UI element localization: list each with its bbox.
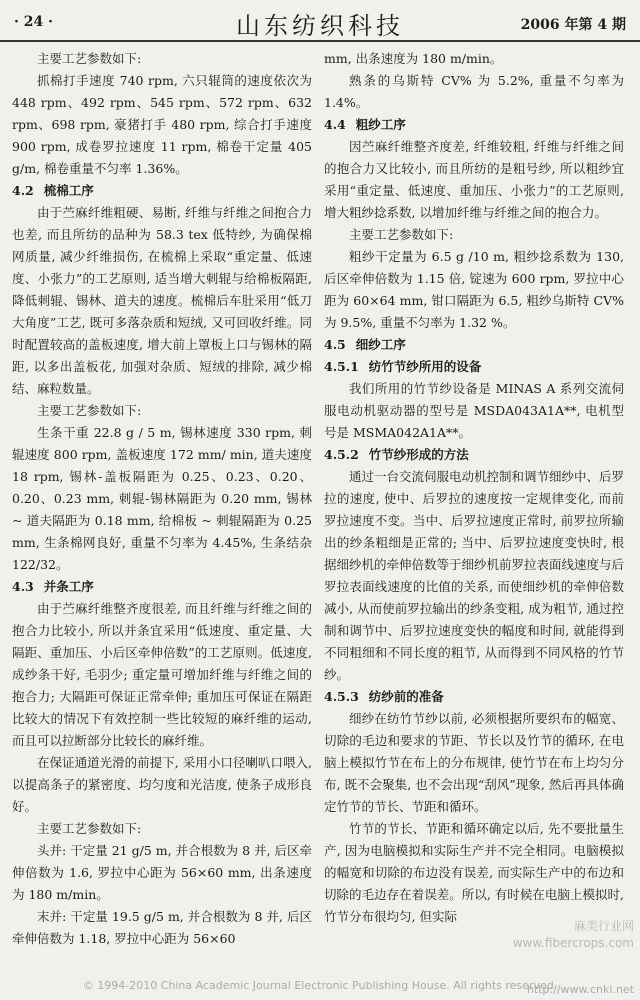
copyright-footer: © 1994-2010 China Academic Journal Electronic Publishing House. All rights reserved. xyxy=(82,979,558,992)
paragraph: 主要工艺参数如下: xyxy=(37,821,142,836)
paragraph: 主要工艺参数如下: xyxy=(349,227,454,242)
paragraph: 由于苎麻纤维粗硬、易断, 纤维与纤维之间抱合力也差, 而且所纺的品种为 58.3 tex 低特纱, 为确保棉网质量, 减少纤维损伤, 在梳棉上采取“重定量、低速度、小张力”的工艺原则, 适当增大刺辊与给棉板隔距, 降低刺辊、锡林、道夫的速度。梳棉后车肚采用“低刀大角度”工艺, 既可多落杂质和短绒, 又可回收纤维。同时配置较高的盖板速度, 增大前上罩板上口与锡林的隔距, 以多出盖板花, 加强对杂质、短绒的排除, 减少棉结、麻粒数量。 xyxy=(12,205,312,396)
paragraph: 通过一台交流伺服电动机控制和调节细纱中、后罗拉的速度, 使中、后罗拉的速度按一定规律变化, 而前罗拉速度不变。当中、后罗拉速度正常时, 前罗拉所输出的纱条粗细是正常的; 当中、后罗拉速度变快时, 根据细纱机的牵伸倍数等于细纱机前罗拉表面线速度与后罗拉表面线速度的比值的关系, 而使细纱机的牵伸倍数减小, 从而使前罗拉输出的纱条变粗, 成为粗节, 通过控制和调节中、后罗拉速度变快的幅度和时间, 就能得到不同粗细和不同长度的粗节, 从而得到不同风格的竹节纱。 xyxy=(324,469,625,682)
paragraph: 竹节的节长、节距和循环确定以后, 先不要批量生产, 因为电脑模拟和实际生产并不完全相同。电脑模拟的幅宽和切除的布边没有误差, 而实际生产中的布边和切除的毛边存在着误差。所以, 有时候在电脑上模拟时, 竹节分布很均匀, 但实际 xyxy=(324,821,624,924)
paragraph: 抓棉打手速度 740 rpm, 六只辊筒的速度依次为 448 rpm、492 rpm、545 rpm、572 rpm、632 rpm、698 rpm, 豪猪打手 480 rpm, 综合打手速度 900 rpm, 成卷罗拉速度 11 rpm, 棉卷干定量 405 g/m, 棉卷重量不匀率 1.36%。 xyxy=(12,73,312,176)
paragraph: 主要工艺参数如下: xyxy=(37,51,142,66)
right-column xyxy=(324,48,624,928)
journal-title: 山东纺织科技 xyxy=(236,12,404,40)
paragraph: mm, 出条速度为 180 m/min。 xyxy=(324,51,503,66)
paragraph: 细纱在纺竹节纱以前, 必须根据所要织布的幅宽、切除的毛边和要求的节距、节长以及竹节的循环, 在电脑上模拟竹节在布上的分布规律, 使竹节在布上均匀分布, 既不会聚集, 也不会出现“刮风”现象, 然后再具体确定竹节的节长、节距和循环。 xyxy=(324,711,624,814)
paragraph: 主要工艺参数如下: xyxy=(37,403,142,418)
watermark-title: 麻类行业网 xyxy=(573,919,634,933)
section-heading: 4.3 并条工序 xyxy=(12,579,94,594)
paragraph: 因苎麻纤维整齐度差, 纤维较粗, 纤维与纤维之间的抱合力又比较小, 而且所纺的是粗号纱, 所以粗纱宜采用“重定量、低速度、重加压、小张力”的工艺原则, 增大粗纱捻系数, 以增加纤维与纤维之间的抱合力。 xyxy=(324,139,624,220)
paragraph: 由于苎麻纤维整齐度很差, 而且纤维与纤维之间的抱合力比较小, 所以并条宜采用“低速度、重定量、大隔距、重加压、小后区牵伸倍数”的工艺原则。低速度, 成纱条干好, 毛羽少; 重定量可增加纤维与纤维之间的抱合力; 大隔距可保证正常牵伸; 重加压可保证在隔距比较大的情况下有效控制一些比较短的麻纤维的运动, 而且可以拉断部分比较长的麻纤维。 xyxy=(12,601,312,748)
watermark-url: www.fibercrops.com xyxy=(512,936,634,950)
paragraph: 生条干重 22.8 g / 5 m, 锡林速度 330 rpm, 刺辊速度 800 rpm, 盖板速度 172 mm/ min, 道夫速度 18 rpm, 锡林-盖板隔距为 0.25、0.23、0.20、0.20、0.23 mm, 刺辊-锡林隔距为 0.20 mm, 锡林 ~ 道夫隔距为 0.18 mm, 给棉板 ~ 刺辊隔距为 0.25 mm, 生条棉网良好, 重量不匀率为 4.45%, 生条结杂 122/32。 xyxy=(12,425,312,572)
page-number: · 24 · xyxy=(14,14,53,30)
page-header xyxy=(0,0,640,42)
section-heading: 4.4 粗纱工序 xyxy=(324,117,406,132)
issue-label: 2006 年第 4 期 xyxy=(520,17,626,33)
subsection-heading: 4.5.2 竹节纱形成的方法 xyxy=(324,447,469,462)
cnki-link[interactable]: http://www.cnki.net xyxy=(526,983,634,996)
left-column xyxy=(12,48,312,950)
section-heading: 4.2 梳棉工序 xyxy=(12,183,94,198)
paragraph: 我们所用的竹节纱设备是 MINAS A 系列交流伺服电动机驱动器的型号是 MSDA043A1A**, 电机型号是 MSMA042A1A**。 xyxy=(324,381,624,440)
subsection-heading: 4.5.1 纺竹节纱所用的设备 xyxy=(324,359,482,374)
paragraph: 在保证通道光滑的前提下, 采用小口径喇叭口喂入, 以提高条子的紧密度、均匀度和光洁度, 使条子成形良好。 xyxy=(12,755,312,814)
paragraph: 头并: 干定量 21 g/5 m, 并合根数为 8 并, 后区牵伸倍数为 1.6, 罗拉中心距为 56×60 mm, 出条速度为 180 m/min。 xyxy=(12,843,312,902)
paragraph: 末并: 干定量 19.5 g/5 m, 并合根数为 8 并, 后区牵伸倍数为 1.18, 罗拉中心距为 56×60 xyxy=(12,909,312,946)
subsection-heading: 4.5.3 纺纱前的准备 xyxy=(324,689,444,704)
paragraph: 熟条的乌斯特 CV% 为 5.2%, 重量不匀率为 1.4%。 xyxy=(324,73,624,110)
section-heading: 4.5 细纱工序 xyxy=(324,337,406,352)
paragraph: 粗纱干定量为 6.5 g /10 m, 粗纱捻系数为 130, 后区牵伸倍数为 1.15 倍, 锭速为 600 rpm, 罗拉中心距为 60×64 mm, 钳口隔距为 6.5, 粗纱乌斯特 CV% 为 9.5%, 重量不匀率为 1.32 %。 xyxy=(324,249,624,330)
